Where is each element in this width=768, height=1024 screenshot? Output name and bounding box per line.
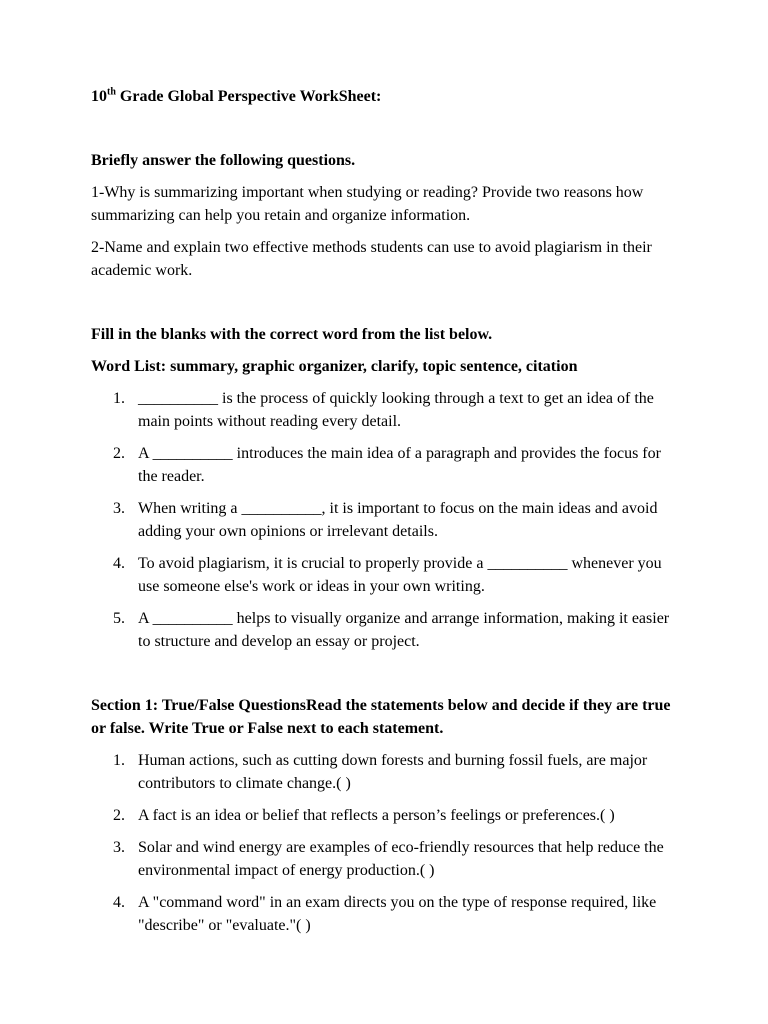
item-text: Human actions, such as cutting down forests and burning fossil fuels, are major contributors to climate change.( ) [138, 752, 648, 792]
worksheet-title [91, 85, 681, 108]
item-number: 4. [113, 894, 125, 911]
item-number: 4. [113, 555, 125, 572]
item-number: 2. [113, 445, 125, 462]
title-superscript: th [107, 86, 116, 98]
item-number: 5. [113, 610, 125, 627]
item-text: A fact is an idea or belief that reflects a person’s feelings or preferences.( ) [138, 807, 615, 824]
fill-blanks-heading: Fill in the blanks with the correct word from the list below. [91, 326, 493, 343]
list-item [91, 497, 681, 543]
list-item [91, 836, 681, 882]
short-answer-heading: Briefly answer the following questions. [91, 152, 356, 169]
item-number: 3. [113, 500, 125, 517]
true-false-list [91, 749, 681, 937]
title-grade-number: 10 [91, 88, 107, 105]
item-text: Solar and wind energy are examples of eco-friendly resources that help reduce the environmental impact of energy production.( ) [138, 839, 664, 879]
list-item [91, 749, 681, 795]
title-text: Grade Global Perspective WorkSheet: [115, 88, 382, 105]
item-number: 3. [113, 839, 125, 856]
list-item [91, 891, 681, 937]
item-text: A __________ introduces the main idea of a paragraph and provides the focus for the reader. [138, 445, 661, 485]
item-text: To avoid plagiarism, it is crucial to properly provide a __________ whenever you use someone else's work or ideas in your own writing. [138, 555, 662, 595]
item-text: A __________ helps to visually organize and arrange information, making it easier to structure and develop an essay or project. [138, 610, 670, 650]
item-text: A "command word" in an exam directs you on the type of response required, like "describe" or "evaluate."( ) [138, 894, 657, 934]
item-number: 1. [113, 390, 125, 407]
short-answer-question-1: 1-Why is summarizing important when studying or reading? Provide two reasons how summarizing can help you retain and organize information. [91, 184, 644, 224]
worksheet-content [91, 85, 681, 946]
item-number: 1. [113, 752, 125, 769]
fill-blanks-list [91, 387, 681, 653]
item-text: When writing a __________, it is important to focus on the main ideas and avoid adding your own opinions or irrelevant details. [138, 500, 658, 540]
list-item [91, 804, 681, 827]
word-list: Word List: summary, graphic organizer, clarify, topic sentence, citation [91, 358, 578, 375]
true-false-heading: Section 1: True/False QuestionsRead the statements below and decide if they are true or false. Write True or False next to each statement. [91, 697, 671, 737]
item-text: __________ is the process of quickly looking through a text to get an idea of the main points without reading every detail. [138, 390, 654, 430]
item-number: 2. [113, 807, 125, 824]
list-item [91, 552, 681, 598]
list-item [91, 387, 681, 433]
list-item [91, 607, 681, 653]
list-item [91, 442, 681, 488]
short-answer-question-2: 2-Name and explain two effective methods students can use to avoid plagiarism in their academic work. [91, 239, 652, 279]
